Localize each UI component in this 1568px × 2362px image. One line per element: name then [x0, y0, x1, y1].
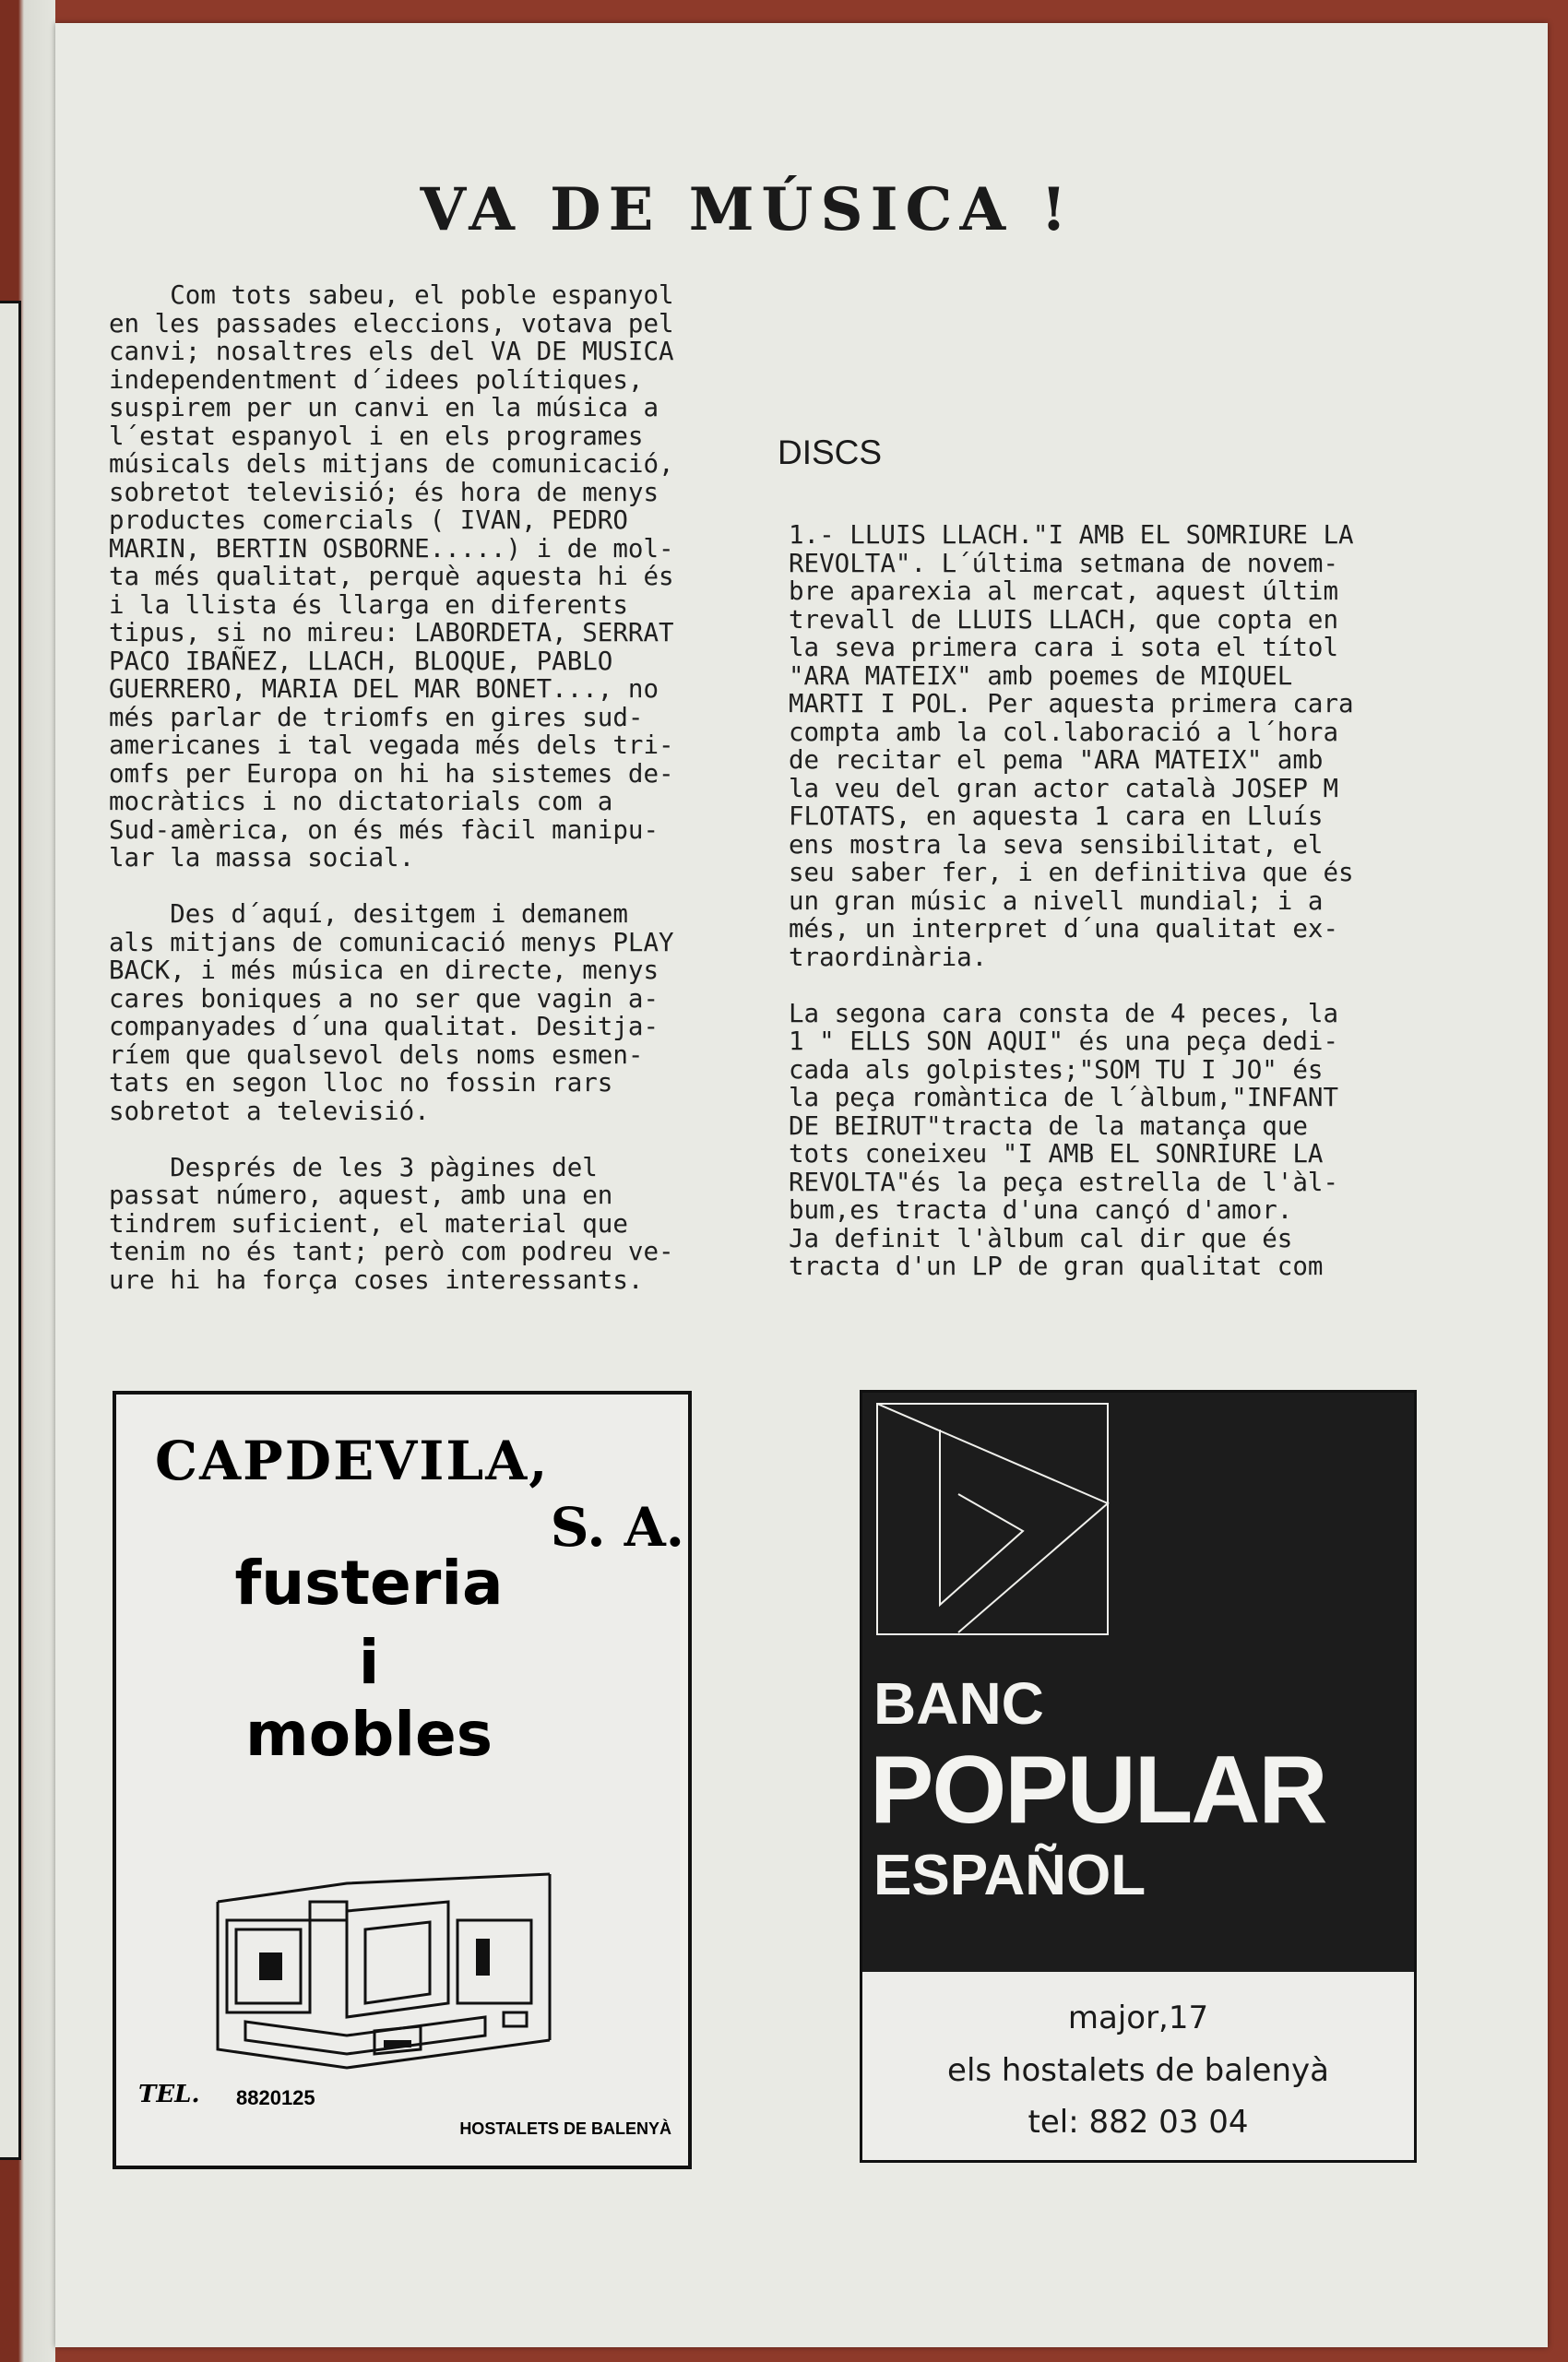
- ad-tel-number: 8820125: [236, 2086, 315, 2109]
- paragraph-closing: Després de les 3 pàgines del passat número, aquest, amb una en tindrem suficient, el material que tenim no és tant; però com podreu ve- ure hi ha força coses interessants.: [109, 1152, 674, 1295]
- paragraph-request: Des d´aquí, desitgem i demanem als mitjans de comunicació menys PLAY BACK, i més música en directe, menys cares boniques a no ser que vagin a- companyades d´una qualitat. Desitja- ríem que qualsevol dels noms esmen- tats en segon lloc no fossin rars sobretot a televisió.: [109, 899, 674, 1126]
- advertisement-capdevila: [113, 1391, 692, 2169]
- ad-bank-street: major,17: [1067, 2000, 1209, 2036]
- ad-bank-address-box: [862, 1972, 1414, 2160]
- bank-logo-icon: [875, 1402, 1115, 1642]
- previous-page-frame: [0, 301, 21, 2160]
- ad-bank-town: els hostalets de balenyà: [947, 2052, 1329, 2089]
- furniture-illustration: [208, 1865, 559, 2077]
- ad-bank-word1: BANC: [873, 1670, 1044, 1737]
- section-heading-discs: DISCS: [778, 433, 883, 471]
- advertisement-banc-popular: [860, 1390, 1417, 2163]
- ad-line-mobles: mobles: [244, 1699, 493, 1770]
- ad-line-i: i: [358, 1627, 380, 1698]
- paragraph-llach-side1: 1.- LLUIS LLACH."I AMB EL SOMRIURE LA REVOLTA". L´última setmana de novem- bre aparexia al mercat, aquest últim trevall de LLUIS LLACH, que copta en la seva primera cara i sota el títol "ARA MATEIX" amb poemes de MIQUEL MARTI I POL. Per aquesta primera cara compta amb la col.laboració a l´hora de recitar el pema "ARA MATEIX" amb la veu del gran actor català JOSEP M FLOTATS, en aquesta 1 cara en Lluís ens mostra la seva sensibilitat, el seu saber fer, i en definitiva que és un gran músic a nivell mundial; i a més, un interpret d´una qualitat ex- traordinària.: [789, 520, 1354, 972]
- ad-tel-label: TEL.: [138, 2081, 200, 2108]
- ad-bank-word2: POPULAR: [870, 1737, 1326, 1844]
- ad-bank-word3: ESPAÑOL: [873, 1844, 1146, 1907]
- paragraph-llach-side2: La segona cara consta de 4 peces, la 1 " ELLS SON AQUI" és una peça dedi- cada als golpistes;"SOM TU I JO" és la peça romàntica de l´àlbum,"INFANT DE BEIRUT"tracta de la matança que tots coneixeu "I AMB EL SONRIURE LA REVOLTA"és la peça estrella de l'àl- bum,es tracta d'una cançó d'amor. Ja definit l'àlbum cal dir que és tracta d'un LP de gran qualitat com: [789, 998, 1339, 1281]
- article-right-column: [789, 521, 1434, 1281]
- ad-line-fusteria: fusteria: [234, 1548, 504, 1619]
- ad-place: HOSTALETS DE BALENYÀ: [459, 2119, 671, 2138]
- paragraph-intro: Com tots sabeu, el poble espanyol en les passades eleccions, votava pel canvi; nosaltres els del VA DE MUSICA independentment d´idees polítiques, suspirem per un canvi en la música a l´estat espanyol i en els programes músicals dels mitjans de comunicació, sobretot televisió; és hora de menys productes comercials ( IVAN, PEDRO MARIN, BERTIN OSBORNE.....) i de mol- ta més qualitat, perquè aquesta hi és i la llista és llarga en diferents tipus, si no mireu: LABORDETA, SERRAT PACO IBAÑEZ, LLACH, BLOQUE, PABLO GUERRERO, MARIA DEL MAR BONET..., no més parlar de triomfs en gires sud- americanes i tal vegada més dels tri- omfs per Europa on hi ha sistemes de- mocràtics i no dictatorials com a Sud-amèrica, on és més fàcil manipu- lar la massa social.: [109, 280, 674, 872]
- page-title: VA DE MÚSICA !: [420, 175, 1075, 244]
- article-left-column: [109, 281, 754, 1294]
- ad-bank-phone: tel: 882 03 04: [1028, 2104, 1249, 2141]
- ad-company-name: CAPDEVILA,: [155, 1430, 550, 1492]
- ad-company-suffix: S. A.: [550, 1496, 684, 1559]
- previous-page-edge: [0, 0, 55, 2362]
